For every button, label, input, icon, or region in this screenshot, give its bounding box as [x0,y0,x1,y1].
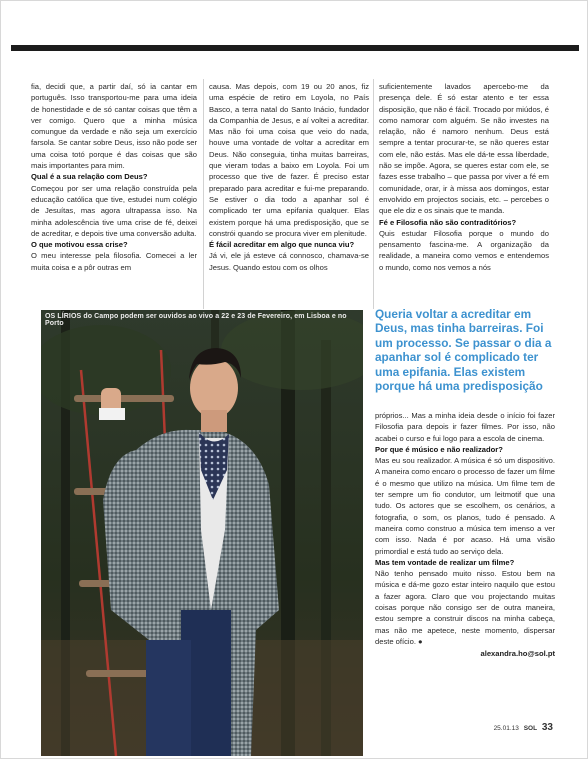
interview-question: É fácil acreditar em algo que nunca viu? [209,240,355,250]
paragraph: suficientemente lavados apercebo-me da presença dele. É só estar atento e ter essa disposição, que não é fácil. Trocado por miúdos, é como namorar com alguém. Se não investes na relação, não é namoro nenhum. Deus está sempre a tentar procurar-te, se não queres estar com ele, não estás. Mas ele dá-te essa liberdade, não se impõe. Agora, se queres estar com ele, se fazes esse trabalho – que passa por viver a fé em comunidade, orar, ir à missa aos domingos, estar envolvido em projectos sociais, etc. – percebes o que ele diz e os sinais que te manda. [379,82,549,216]
interview-question: Fé e Filosofia não são contraditórios? [379,217,517,227]
photo-caption: OS LÍRIOS do Campo podem ser ouvidos ao vivo a 22 e 23 de Fevereiro, em Lisboa e no Porto [45,313,347,327]
column-3 [379,81,549,273]
paragraph: Quis estudar Filosofia porque o mundo do pensamento fascina-me. A organização da realidade, a maneira como vemos e entendemos o mundo, como nos vemos a nós [379,228,549,272]
pull-quote-lead: Queria voltar a acreditar em Deus, mas tinha barreiras. Foi um processo. [375,307,544,350]
paragraph: Começou por ser uma relação construída pela educação católica que tive, estudei num colégio de Jesuítas, mas agora ultrapassa isso. Na minha adolescência tive uma crise de fé, deixei de acreditar, e depois tive uma conversão adulta. [31,183,197,238]
column-1 [31,81,197,273]
interview-question: O que motivou essa crise? [31,240,128,250]
column-divider [373,79,374,309]
portrait-illustration [41,310,363,756]
column-divider [203,79,204,309]
pull-quote [375,307,553,393]
page-footer [494,722,553,733]
top-rule [11,45,579,51]
paragraph: próprios... Mas a minha ideia desde o início foi fazer Filosofia para depois ir fazer filmes. Por isso, não acabei o curso e fui logo para a escola de cinema. [375,411,555,443]
paragraph: O meu interesse pela filosofia. Comecei a ler muita coisa e a pôr outras em [31,251,197,272]
paragraph: causa. Mas depois, com 19 ou 20 anos, fiz uma espécie de retiro em Loyola, no País Basco, a terra natal do Santo Inácio, fundador da Companhia de Jesus, e aí voltei a acreditar. Mas não foi uma coisa que veio do nada, houve uma vontade de voltar a acreditar em Deus. Não conseguia, tinha muitas barreiras, que vieram todas a baixo em Loyola. Foi um processo que tive de fazer. É preciso estar preparado para acreditar e fui-me preparando. Se estiver o dia todo a apanhar sol é complicado ter uma epifania qualquer. Elas existem porque há uma predisposição, que se constrói quando se procura viver em plenitude. [209,82,369,238]
author-email: alexandra.ho@sol.pt [480,649,555,659]
paragraph: Já vi, ele já esteve cá connosco, chamava-se Jesus. Quando estou com os olhos [209,251,369,272]
paragraph: fia, decidi que, a partir daí, só ia cantar em português. Isso transportou-me para uma ideia de honestidade e de só cantar coisas que têm a ver comigo. Quero que a minha música comungue da verdade e não seja um exercício farsola. Se cantar sobre Deus, isso não pode ser uma coisa totó porque é das coisas que são mais importantes para mim. [31,82,197,171]
column-3-continued [375,410,555,660]
portrait-photo [41,310,363,756]
paragraph: Não tenho pensado muito nisso. Estou bem na música e dá-me gozo estar inteiro naquilo que estou a fazer agora. Claro que vou projectando muitas coisas porque não consigo ser de outra maneira, estou sempre a construir discos na minha cabeça, mas não me apetece, neste momento, dispersar deste ofício. ● [375,569,555,646]
column-2 [209,81,369,273]
issue-date: 25.01.13 [493,725,519,732]
interview-question: Mas tem vontade de realizar um filme? [375,557,515,567]
interview-question: Qual é a sua relação com Deus? [31,172,148,182]
page-number: 33 [541,722,553,733]
publication-name: SOL [523,725,538,732]
paragraph: Mas eu sou realizador. A música é só um dispositivo. A maneira como encaro o processo de fazer um filme é o mesmo que utilizo na música. Um filme tem de ter sempre um fio condutor, um leitmotif que una tudo. Os actores que se escolhem, os cenários, a fotografia, o som, os planos, tudo é pensado. A maneira como construo a música tem imenso a ver com isso. Nada é por acaso. Há uma visão primordial e está tudo ao serviço dela. [375,456,555,556]
interview-question: Por que é músico e não realizador? [375,444,503,454]
pull-quote-emphasis: Se passar o dia a apanhar sol é complicado ter uma epifania. Elas existem porque há uma predisposição [375,335,552,394]
